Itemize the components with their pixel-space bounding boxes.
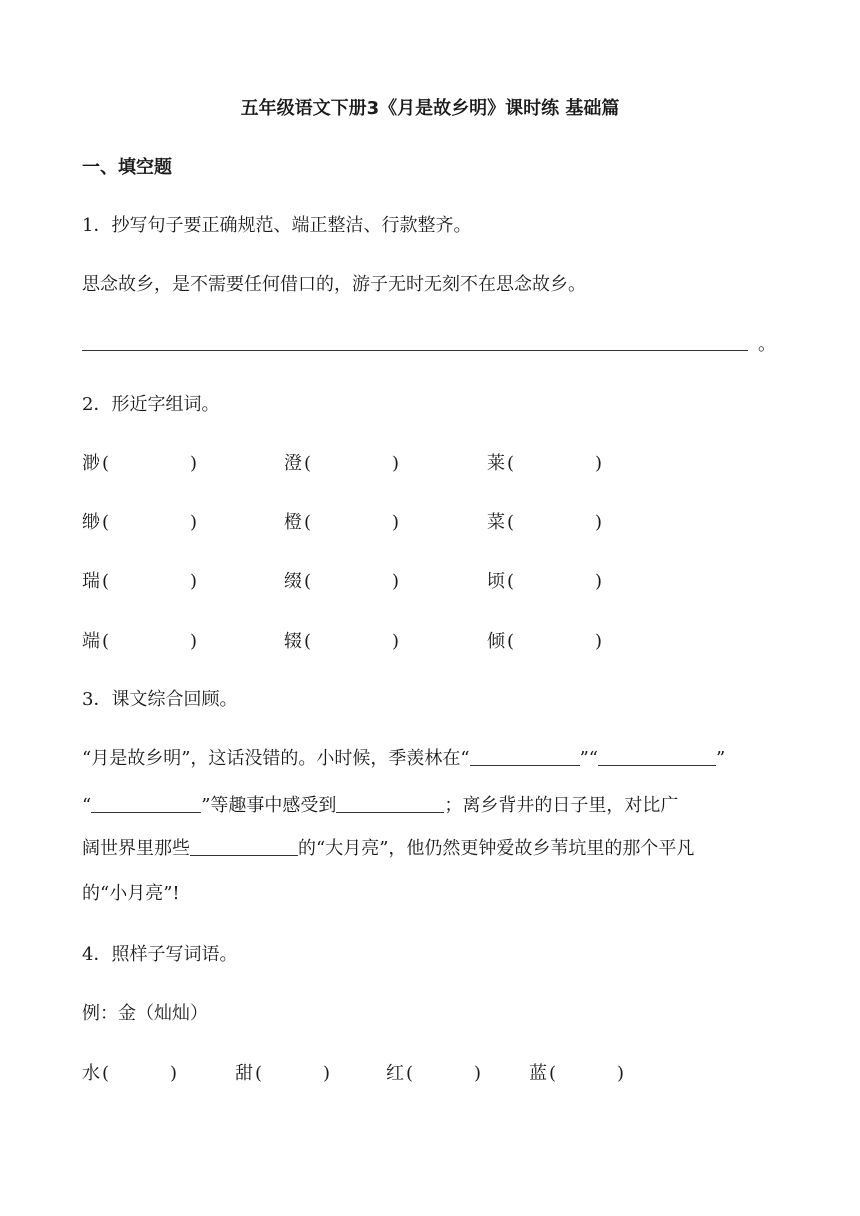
char-word-cell [284,511,400,535]
base-character: 瑞 [82,571,100,592]
word-answer-close-paren: ) [190,453,198,474]
fill-close-paren: ) [474,1063,482,1084]
word-fill-cell [82,1062,178,1086]
fill-open-paren[interactable]: ( [255,1063,263,1084]
word-answer-close-paren: ) [392,571,400,592]
word-answer-close-paren: ) [392,512,400,533]
char-word-cell [487,511,603,535]
word-answer-open-paren[interactable]: ( [102,453,110,474]
review-text: 的“大月亮”，他仍然更钟爱故乡苇坑里的那个平凡 [298,838,695,859]
word-answer-open-paren[interactable]: ( [102,512,110,533]
word-fill-cell [529,1062,625,1086]
word-answer-close-paren: ) [190,512,198,533]
word-answer-open-paren[interactable]: ( [304,512,312,533]
char-word-cell [487,452,603,476]
review-text: “月是故乡明”，这话没错的。小时候，季羡林在“ [82,748,470,769]
review-text: 阔世界里那些 [82,838,190,859]
copy-end-mark: 。 [758,334,776,355]
review-text: ”等趣事中感受到 [201,795,337,816]
fill-open-paren[interactable]: ( [406,1063,414,1084]
review-paragraph-line-4 [82,882,782,906]
char-word-cell [487,570,603,594]
word-answer-open-paren[interactable]: ( [304,571,312,592]
word-answer-close-paren: ) [595,453,603,474]
review-paragraph-line-3 [82,837,782,861]
review-paragraph-line-2 [82,794,782,818]
base-character: 顷 [487,571,505,592]
question-2-prompt: 2．形近字组词。 [82,394,220,415]
word-answer-open-paren[interactable]: ( [507,453,515,474]
review-text: 的“小月亮”! [82,883,180,904]
base-character: 倾 [487,631,505,652]
word-answer-open-paren[interactable]: ( [304,631,312,652]
word-answer-open-paren[interactable]: ( [102,631,110,652]
word-answer-close-paren: ) [595,571,603,592]
word-answer-close-paren: ) [595,631,603,652]
word-answer-open-paren[interactable]: ( [304,453,312,474]
base-character: 菜 [487,512,505,533]
question-1-prompt: 1．抄写句子要正确规范、端正整洁、行款整齐。 [82,215,472,236]
char-word-cell [487,630,603,654]
question-1-sentence: 思念故乡，是不需要任何借口的，游子无时无刻不在思念故乡。 [82,274,586,295]
word-answer-close-paren: ) [392,453,400,474]
section-heading: 一、填空题 [82,157,172,178]
word-answer-open-paren[interactable]: ( [507,512,515,533]
answer-blank[interactable] [190,837,298,856]
fill-open-paren[interactable]: ( [549,1063,557,1084]
word-answer-close-paren: ) [392,631,400,652]
word-fill-cell [235,1062,331,1086]
answer-blank[interactable] [598,747,716,766]
word-answer-close-paren: ) [190,631,198,652]
review-text: ”“ [579,748,599,769]
base-character: 缈 [82,512,100,533]
base-character: 水 [82,1063,100,1084]
word-answer-open-paren[interactable]: ( [102,571,110,592]
example-line: 例：金（灿灿） [82,1003,208,1024]
char-word-cell [284,452,400,476]
word-answer-close-paren: ) [595,512,603,533]
review-paragraph-line-1 [82,747,782,771]
review-text: ” [716,748,726,769]
page-title: 五年级语文下册3《月是故乡明》课时练 基础篇 [240,98,620,119]
base-character: 端 [82,631,100,652]
word-fill-cell [386,1062,482,1086]
review-text: ；离乡背井的日子里，对比广 [444,795,679,816]
char-word-cell [82,452,198,476]
review-text: “ [82,795,92,816]
base-character: 红 [386,1063,404,1084]
char-word-cell [82,570,198,594]
base-character: 橙 [284,512,302,533]
char-word-cell [284,570,400,594]
fill-open-paren[interactable]: ( [102,1063,110,1084]
word-answer-open-paren[interactable]: ( [507,571,515,592]
base-character: 蓝 [529,1063,547,1084]
answer-blank[interactable] [91,794,201,813]
fill-close-paren: ) [617,1063,625,1084]
base-character: 渺 [82,453,100,474]
char-word-cell [82,630,198,654]
question-4-prompt: 4．照样子写词语。 [82,944,238,965]
char-word-cell [82,511,198,535]
base-character: 莱 [487,453,505,474]
word-answer-close-paren: ) [190,571,198,592]
base-character: 澄 [284,453,302,474]
word-answer-open-paren[interactable]: ( [507,631,515,652]
question-3-prompt: 3．课文综合回顾。 [82,689,238,710]
char-word-cell [284,630,400,654]
answer-blank[interactable] [470,747,580,766]
base-character: 辍 [284,631,302,652]
fill-close-paren: ) [170,1063,178,1084]
copy-answer-line[interactable] [82,350,748,351]
base-character: 缀 [284,571,302,592]
answer-blank[interactable] [336,794,444,813]
fill-close-paren: ) [323,1063,331,1084]
base-character: 甜 [235,1063,253,1084]
